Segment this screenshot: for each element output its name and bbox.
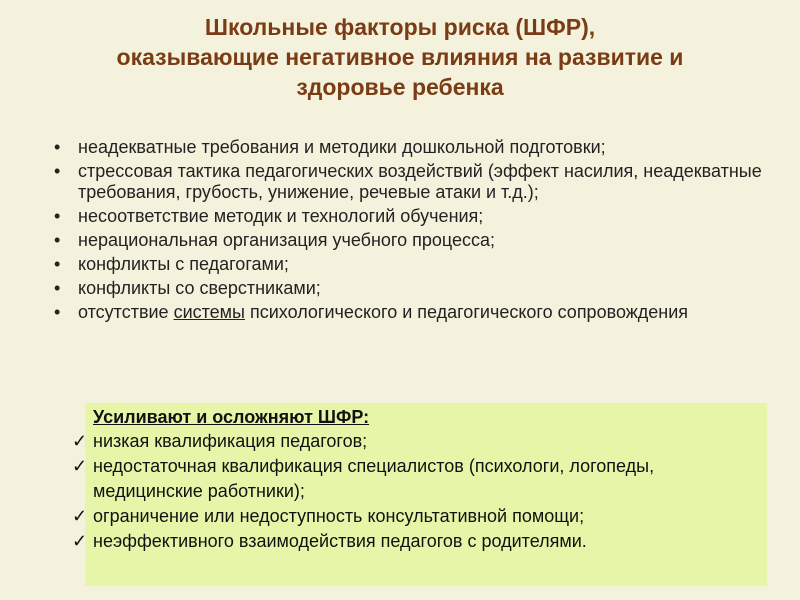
title-line-3: здоровье ребенка [296, 74, 504, 100]
box-item-text: низкая квалификация педагогов; [93, 431, 368, 451]
slide-title [40, 12, 760, 102]
sistemy-link[interactable]: системы [173, 302, 245, 322]
box-item [72, 529, 759, 554]
title-line-1: Школьные факторы риска (ШФР), [204, 14, 596, 40]
box-item-continuation [85, 479, 759, 504]
box-item-text: ограничение или недоступность консультативной помощи; [93, 506, 585, 526]
list-item-text: конфликты с педагогами; [78, 254, 289, 274]
box-item-text: неэффективного взаимодействия педагогов с родителями. [93, 531, 587, 551]
list-item [52, 254, 772, 275]
box-title: Усиливают и осложняют ШФР: [93, 407, 370, 427]
list-item [52, 230, 772, 251]
risk-factor-list [52, 137, 772, 326]
list-item [52, 206, 772, 227]
bullet-icon: • [54, 230, 61, 250]
list-item [52, 278, 772, 299]
check-icon: ✓ [72, 431, 88, 451]
bullet-icon: • [54, 161, 61, 181]
aggravating-factors-box [72, 403, 767, 586]
list-item [52, 137, 772, 158]
bullet-icon: • [54, 302, 61, 322]
title-line-2: оказывающие негативное влияния на развитие и [116, 44, 684, 70]
list-item-text: несоответствие методик и технологий обучения; [78, 206, 484, 226]
list-item-text: нерациональная организация учебного процесса; [78, 230, 495, 250]
bullet-icon: • [54, 137, 61, 157]
list-item-text-post: психологического и педагогического сопровождения [245, 302, 689, 322]
list-item [52, 161, 772, 203]
box-item [72, 454, 759, 479]
check-icon: ✓ [72, 456, 88, 476]
box-item-text: недостаточная квалификация специалистов (психологи, логопеды, [93, 456, 655, 476]
list-item-text-pre: отсутствие [78, 302, 174, 322]
list-item-text: неадекватные требования и методики дошкольной подготовки; [78, 137, 606, 157]
box-item [72, 504, 759, 529]
bullet-icon: • [54, 254, 61, 274]
list-item-text: стрессовая тактика педагогических воздействий (эффект насилия, неадекватные требования, грубость, унижение, речевые атаки и т.д.); [78, 161, 762, 202]
box-item [72, 429, 759, 454]
list-item [52, 302, 772, 323]
box-item-text: медицинские работники); [93, 481, 305, 501]
list-item-text: конфликты со сверстниками; [78, 278, 321, 298]
bullet-icon: • [54, 278, 61, 298]
check-icon: ✓ [72, 531, 88, 551]
bullet-icon: • [54, 206, 61, 226]
check-icon: ✓ [72, 506, 88, 526]
